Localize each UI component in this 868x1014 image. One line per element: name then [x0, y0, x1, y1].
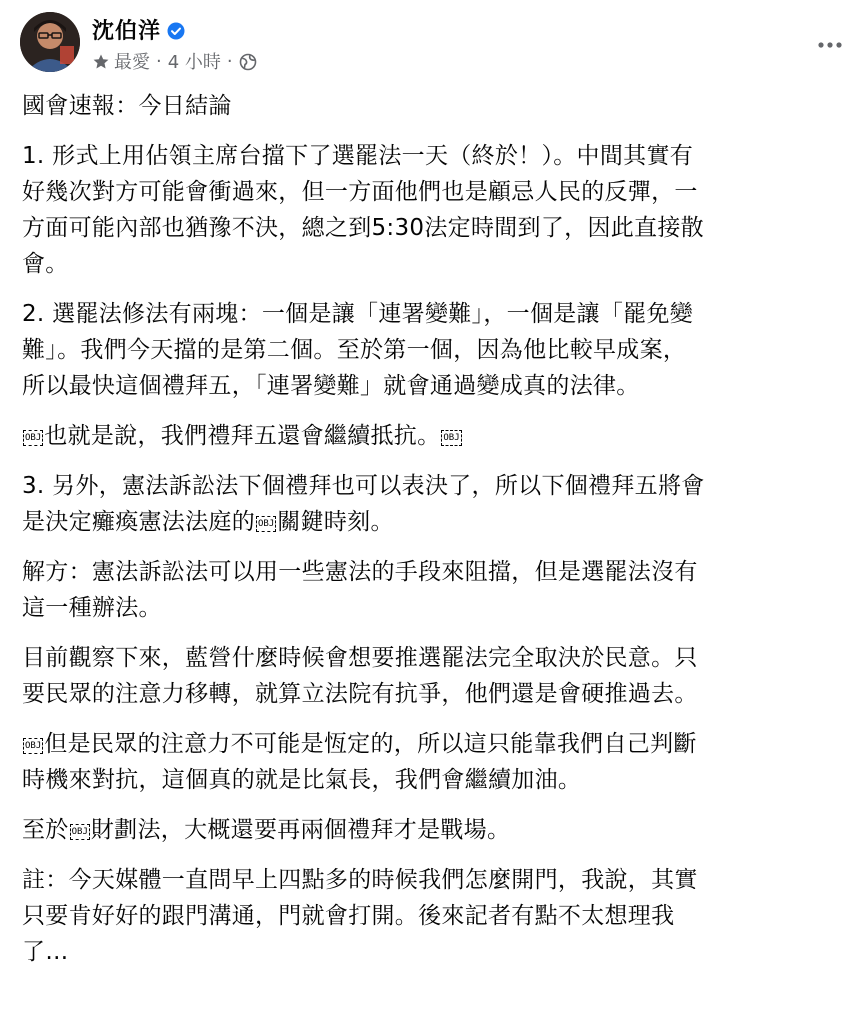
favorite-label[interactable]: 最愛: [114, 52, 150, 73]
object-placeholder-icon: OBJ: [441, 430, 461, 446]
paragraph-text: 財劃法，大概還要再兩個禮拜才是戰場。: [90, 817, 511, 843]
post-body: [22, 88, 842, 984]
object-placeholder-icon: OBJ: [23, 738, 43, 754]
more-horizontal-icon: [817, 35, 843, 54]
post-paragraph: [22, 418, 842, 454]
object-placeholder-icon: OBJ: [256, 516, 276, 532]
object-placeholder-icon: OBJ: [70, 824, 90, 840]
paragraph-text: 國會速報：今日結論: [22, 93, 232, 119]
paragraph-text: 2. 選罷法修法有兩塊：一個是讓「連署變難」，一個是讓「罷免變 難」。我們今天擋的是第二個。至於第一個，因為他比較早成案， 所以最快這個禮拜五，「連署變難」就會通過變成真的法律。: [22, 301, 694, 399]
paragraph-text: 註：今天媒體一直問早上四點多的時候我們怎麼開門，我說，其實 只要肯好好的跟門溝通，門就會打開。後來記者有點不太想理我 了…: [22, 867, 698, 965]
author-row: [92, 14, 185, 44]
paragraph-text: 但是民眾的注意力不可能是恆定的，所以這只能靠我們自己判斷 時機來對抗，這個真的就是比氣長，我們會繼續加油。: [22, 731, 697, 793]
object-placeholder-icon: OBJ: [23, 430, 43, 446]
post-paragraph: [22, 640, 842, 712]
post-paragraph: [22, 296, 842, 404]
author-name[interactable]: 沈伯洋: [92, 18, 162, 44]
verified-badge-icon: [167, 20, 185, 38]
paragraph-text: 也就是說，我們禮拜五還會繼續抵抗。: [44, 423, 441, 449]
paragraph-text: 至於: [22, 817, 69, 843]
post-meta: [92, 50, 257, 72]
more-options-button[interactable]: [812, 26, 848, 62]
meta-separator: ·: [226, 50, 233, 72]
paragraph-text: 目前觀察下來，藍營什麼時候會想要推選罷法完全取決於民意。只 要民眾的注意力移轉，就算立法院有抗爭，他們還是會硬推過去。: [22, 645, 698, 707]
globe-icon[interactable]: [239, 51, 257, 72]
avatar[interactable]: [20, 12, 80, 72]
post-paragraph: [22, 726, 842, 798]
meta-separator: ·: [156, 50, 162, 72]
paragraph-text: 關鍵時刻。: [277, 509, 394, 535]
paragraph-text: 解方：憲法訴訟法可以用一些憲法的手段來阻擋，但是選罷法沒有 這一種辦法。: [22, 559, 698, 621]
paragraph-text: 3. 另外，憲法訴訟法下個禮拜也可以表決了，所以下個禮拜五將會 是決定癱瘓憲法法庭的: [22, 473, 705, 535]
post-paragraph: [22, 468, 842, 540]
post-paragraph: [22, 812, 842, 848]
post-paragraph: [22, 554, 842, 626]
post-paragraph: [22, 138, 842, 282]
post-paragraph: [22, 88, 842, 124]
post-header: [20, 12, 848, 76]
post-paragraph: [22, 862, 842, 970]
paragraph-text: 1. 形式上用佔領主席台擋下了選罷法一天（終於！）。中間其實有 好幾次對方可能會衝過來，但一方面他們也是顧忌人民的反彈，一 方面可能內部也猶豫不決，總之到5:30法定時間到了，因此直接散 會。: [22, 143, 704, 277]
star-icon: [92, 51, 110, 72]
post-timestamp[interactable]: 4 小時: [167, 52, 221, 73]
